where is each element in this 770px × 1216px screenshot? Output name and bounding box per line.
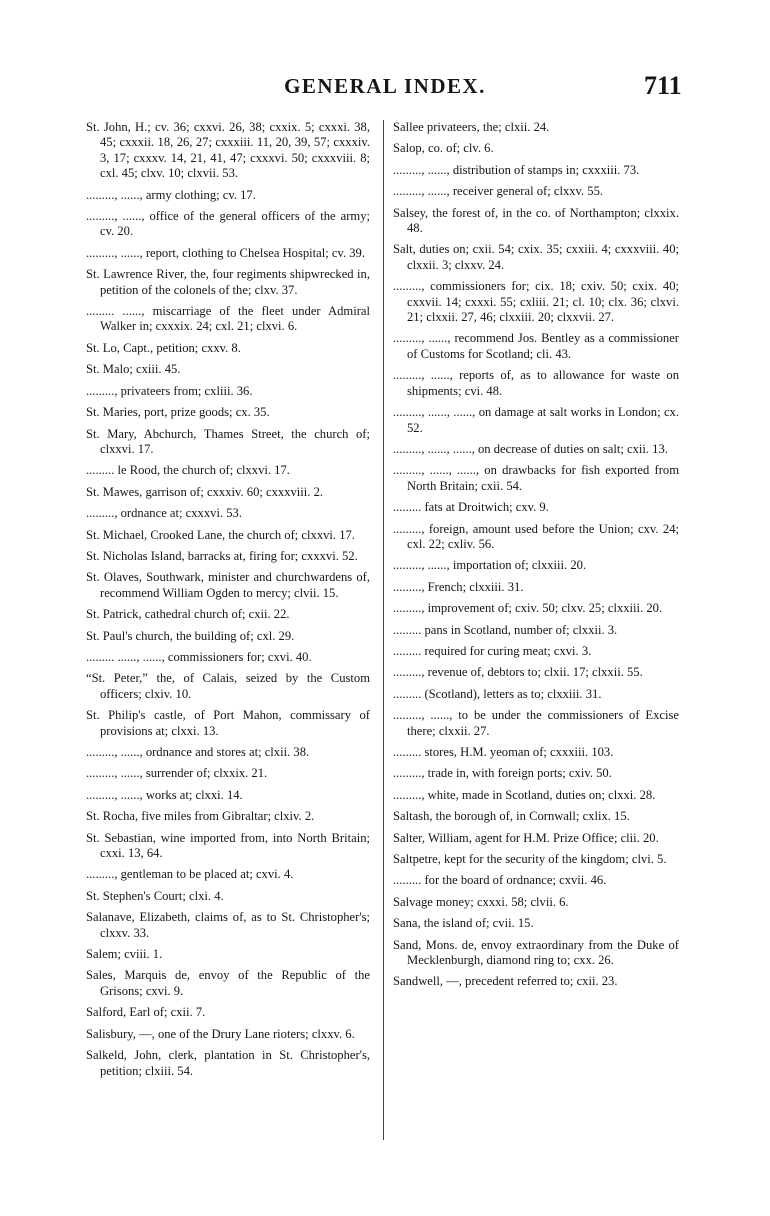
index-entry: ........., ......, ......, on drawbacks for fish exported from North Britain; cxii. 54.: [393, 463, 679, 493]
index-entry: St. Patrick, cathedral church of; cxii. 22.: [86, 607, 290, 622]
index-entry: Salsey, the forest of, in the co. of Northampton; clxxix. 48.: [393, 205, 679, 236]
index-entry: ........., white, made in Scotland, duties on; clxxi. 28.: [393, 787, 656, 802]
index-entry: ......... ......, miscarriage of the fleet under Admiral Walker in; cxxxix. 24; cxl. 21; clxvi. 6.: [86, 304, 370, 334]
index-entry: ........., foreign, amount used before the Union; cxv. 24; cxl. 22; cxliv. 56.: [393, 521, 679, 551]
index-entry: St. Mary, Abchurch, Thames Street, the church of; clxxvi. 17.: [86, 426, 370, 456]
index-entry: Sandwell, —, precedent referred to; cxii. 23.: [393, 974, 618, 989]
index-entry: Salkeld, John, clerk, plantation in St. Christopher's, petition; clxiii. 54.: [86, 1048, 370, 1078]
index-entry: ........., privateers from; cxliii. 36.: [86, 383, 253, 398]
index-entry: Salisbury, —, one of the Drury Lane rioters; clxxv. 6.: [86, 1026, 355, 1041]
index-column-left: [86, 120, 370, 1085]
index-entry: St. Paul's church, the building of; cxl. 29.: [86, 628, 295, 643]
index-entry: St. Lawrence River, the, four regiments shipwrecked in, petition of the colonels of the; clxv. 37.: [86, 267, 370, 297]
page-number: 711: [644, 71, 682, 100]
index-entry: ........., ......, army clothing; cv. 17.: [86, 187, 256, 202]
index-entry: ........., ......, importation of; clxxiii. 20.: [393, 558, 587, 573]
index-entry: ......... for the board of ordnance; cxvii. 46.: [393, 873, 607, 888]
index-entry: ........., revenue of, debtors to; clxii. 17; clxxii. 55.: [393, 665, 643, 680]
index-entry: Salter, William, agent for H.M. Prize Office; clii. 20.: [393, 830, 659, 845]
page-header-title: GENERAL INDEX.: [284, 74, 486, 98]
index-entry: ........., trade in, with foreign ports; cxiv. 50.: [393, 766, 612, 781]
index-entry: St. Lo, Capt., petition; cxxv. 8.: [86, 340, 241, 355]
index-entry: ......... le Rood, the church of; clxxvi. 17.: [86, 463, 290, 478]
index-entry: ......... stores, H.M. yeoman of; cxxxiii. 103.: [393, 745, 614, 759]
index-entry: ........., ......, distribution of stamps in; cxxxiii. 73.: [393, 162, 640, 177]
index-entry: St. Sebastian, wine imported from, into North Britain; cxxi. 13, 64.: [86, 830, 370, 861]
index-entry: St. Rocha, five miles from Gibraltar; clxiv. 2.: [86, 809, 315, 824]
index-entry: Salem; cviii. 1.: [86, 947, 163, 962]
index-entry: St. Nicholas Island, barracks at, firing for; cxxxvi. 52.: [86, 548, 358, 563]
index-entry: Salvage money; cxxxi. 58; clvii. 6.: [393, 894, 569, 909]
index-entry: ........., ......, ......, on decrease of duties on salt; cxii. 13.: [393, 441, 668, 456]
index-entry: St. Malo; cxiii. 45.: [86, 362, 181, 377]
index-entry: ........., ......, reports of, as to allowance for waste on shipments; cvi. 48.: [393, 368, 679, 398]
index-entry: “St. Peter,” the, of Calais, seized by the Custom officers; clxiv. 10.: [86, 671, 370, 701]
index-entry: ......... (Scotland), letters as to; clxxiii. 31.: [393, 686, 602, 701]
index-entry: Salop, co. of; clv. 6.: [393, 141, 494, 156]
index-entry: ......... pans in Scotland, number of; clxxii. 3.: [393, 622, 618, 637]
index-entry: ........., ......, ......, on damage at salt works in London; cx. 52.: [393, 405, 679, 435]
index-entry: ........., ......, ordnance and stores at; clxii. 38.: [86, 745, 310, 759]
index-entry: Salford, Earl of; cxii. 7.: [86, 1005, 206, 1020]
index-entry: ........., ordnance at; cxxxvi. 53.: [86, 506, 242, 521]
index-entry: ........., gentleman to be placed at; cxvi. 4.: [86, 867, 294, 882]
index-entry: ........., ......, receiver general of; clxxv. 55.: [393, 184, 604, 199]
index-entry: ......... fats at Droitwich; cxv. 9.: [393, 500, 549, 515]
index-entry: ........., ......, recommend Jos. Bentley as a commissioner of Customs for Scotland; cli. 43.: [393, 331, 679, 361]
index-entry: ........., ......, works at; clxxi. 14.: [86, 787, 243, 802]
index-entry: ........., ......, office of the general officers of the army; cv. 20.: [86, 209, 370, 239]
index-entry: ........., commissioners for; cix. 18; cxiv. 50; cxix. 40; cxxvii. 14; cxxxi. 55; cxliii. 21; cl. 10; clx. 36; clxvi. 21; clxxii. 27, 46; clxxiii. 20; clxxvii. 27.: [393, 279, 679, 325]
index-entry: St. Maries, port, prize goods; cx. 35.: [86, 405, 270, 420]
index-entry: St. Philip's castle, of Port Mahon, commissary of provisions at; clxxi. 13.: [86, 708, 370, 738]
index-entry: ........., ......, to be under the commissioners of Excise there; clxxii. 27.: [393, 708, 679, 738]
index-entry: ........., French; clxxiii. 31.: [393, 579, 524, 594]
index-entry: Salt, duties on; cxii. 54; cxix. 35; cxxiii. 4; cxxxviii. 40; clxxii. 3; clxxv. 24.: [393, 242, 679, 272]
index-entry: St. Michael, Crooked Lane, the church of; clxxvi. 17.: [86, 527, 355, 542]
column-divider: [383, 120, 384, 1140]
index-entry: ........., ......, surrender of; clxxix. 21.: [86, 766, 268, 781]
index-entry: ........., improvement of; cxiv. 50; clxv. 25; clxxiii. 20.: [393, 601, 663, 616]
index-entry: St. Stephen's Court; clxi. 4.: [86, 888, 224, 903]
index-entry: Sales, Marquis de, envoy of the Republic of the Grisons; cxvi. 9.: [86, 968, 370, 998]
index-entry: Saltpetre, kept for the security of the kingdom; clvi. 5.: [393, 852, 667, 867]
index-entry: Salanave, Elizabeth, claims of, as to St. Christopher's; clxxv. 33.: [86, 910, 370, 940]
index-entry: ......... ......, ......, commissioners for; cxvi. 40.: [86, 649, 312, 664]
index-entry: Sallee privateers, the; clxii. 24.: [393, 120, 550, 134]
index-entry: Sand, Mons. de, envoy extraordinary from the Duke of Mecklenburgh, diamond ring to; cxx. 26.: [393, 937, 679, 968]
index-entry: ......... required for curing meat; cxvi. 3.: [393, 643, 592, 658]
index-entry: St. Mawes, garrison of; cxxxiv. 60; cxxxviii. 2.: [86, 484, 324, 499]
index-entry: St. Olaves, Southwark, minister and churchwardens of, recommend William Ogden to mercy; clvii. 15.: [86, 570, 370, 600]
index-entry: ........., ......, report, clothing to Chelsea Hospital; cv. 39.: [86, 245, 365, 260]
index-entry: Sana, the island of; cvii. 15.: [393, 916, 534, 931]
index-column-right: [393, 120, 679, 996]
index-entry: Saltash, the borough of, in Cornwall; cxlix. 15.: [393, 809, 630, 824]
index-entry: St. John, H.; cv. 36; cxxvi. 26, 38; cxxix. 5; cxxxi. 38, 45; cxxxii. 18, 26, 27; cxxxiii. 11, 20, 39, 57; cxxxiv. 3, 17; cxxxv. 14, 21, 41, 47; cxxxvi. 50; cxxxviii. 8; cxl. 45; clxv. 10; clxvii. 53.: [86, 120, 370, 181]
